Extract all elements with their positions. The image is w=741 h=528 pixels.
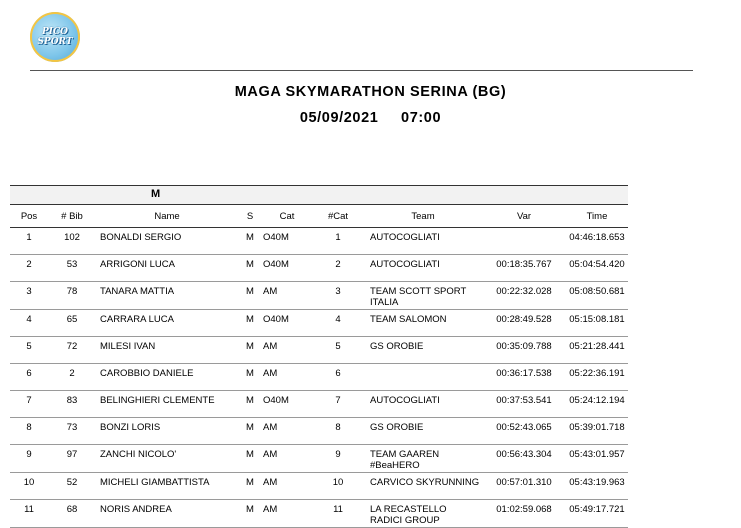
cell-name: BELINGHIERI CLEMENTE [100,395,215,406]
cell-sex: M [246,449,254,460]
cell-bib: 97 [66,449,78,460]
cell-time: 05:04:54.420 [569,259,625,270]
cell-bib: 2 [69,368,75,379]
cell-catpos: 9 [335,449,341,460]
table-row [10,418,628,445]
cell-time: 05:15:08.181 [569,314,625,325]
cell-catpos: 2 [335,259,341,270]
cell-time: 05:43:19.963 [569,477,625,488]
cell-cat: AM [263,504,278,515]
cell-name: CARRARA LUCA [100,314,174,325]
cell-name: MILESI IVAN [100,341,156,352]
group-label: M [151,188,161,200]
cell-name: TANARA MATTIA [100,286,175,297]
cell-bib: 83 [66,395,78,406]
cell-pos: 1 [26,232,32,243]
results-table [10,205,628,528]
cell-team: TEAM SCOTT SPORT ITALIA [370,286,467,308]
cell-bib: 65 [66,314,78,325]
cell-sex: M [246,286,254,297]
cell-time: 05:08:50.681 [569,286,625,297]
cell-bib: 78 [66,286,78,297]
cell-pos: 11 [24,504,34,515]
cell-time: 04:46:18.653 [569,232,625,243]
results-table-container [10,185,628,528]
cell-var: 00:36:17.538 [496,368,552,379]
table-row [10,391,628,418]
cell-team: GS OROBIE [370,422,424,433]
cell-pos: 3 [26,286,32,297]
table-row [10,337,628,364]
cell-team: TEAM SALOMON [370,314,447,325]
cell-name: ARRIGONI LUCA [100,259,175,270]
group-header-row [10,185,628,205]
col-header-sex: S [238,205,262,228]
cell-pos: 10 [23,477,35,488]
cell-time: 05:49:17.721 [569,504,625,515]
results-body [10,228,628,528]
cell-cat: AM [263,341,278,352]
cell-catpos: 5 [335,341,341,352]
cell-name: NORIS ANDREA [100,504,172,515]
cell-pos: 8 [26,422,32,433]
col-header-time: Time [566,205,628,228]
table-row [10,282,628,310]
header-divider [30,70,693,71]
cell-bib: 102 [64,232,80,243]
cell-sex: M [246,368,254,379]
table-row [10,364,628,391]
table-header-row [10,205,628,228]
cell-cat: O40M [263,259,289,270]
cell-team: TEAM GAAREN #BeaHERO [370,449,440,471]
cell-cat: O40M [263,314,289,325]
cell-sex: M [246,341,254,352]
cell-cat: AM [263,368,278,379]
cell-time: 05:24:12.194 [569,395,625,406]
cell-catpos: 8 [335,422,341,433]
col-header-pos: Pos [10,205,48,228]
cell-team: AUTOCOGLIATI [370,395,440,406]
table-row [10,445,628,473]
page-title: MAGA SKYMARATHON SERINA (BG) [234,84,507,100]
col-header-cat: Cat [262,205,312,228]
cell-cat: O40M [263,232,289,243]
cell-var: 00:57:01.310 [496,477,552,488]
cell-sex: M [246,314,254,325]
cell-time: 05:39:01.718 [569,422,625,433]
cell-sex: M [246,422,254,433]
cell-cat: AM [263,422,278,433]
cell-bib: 52 [66,477,78,488]
cell-name: ZANCHI NICOLO' [100,449,177,460]
cell-pos: 2 [26,259,32,270]
pico-sport-logo [30,12,80,62]
cell-var: 00:28:49.528 [496,314,552,325]
cell-pos: 5 [26,341,32,352]
cell-name: MICHELI GIAMBATTISTA [100,477,210,488]
col-header-var: Var [482,205,566,228]
cell-catpos: 3 [335,286,341,297]
table-row [10,500,628,528]
col-header-catpos: #Cat [312,205,364,228]
cell-name: BONZI LORIS [100,422,161,433]
cell-sex: M [246,504,254,515]
col-header-team: Team [364,205,482,228]
cell-catpos: 7 [335,395,341,406]
cell-cat: AM [263,286,278,297]
cell-team [364,364,482,391]
cell-cat: AM [263,449,278,460]
cell-cat: O40M [263,395,289,406]
cell-catpos: 6 [335,368,341,379]
cell-catpos: 10 [332,477,344,488]
cell-var: 00:18:35.767 [496,259,552,270]
cell-var: 00:35:09.788 [496,341,552,352]
table-row [10,255,628,282]
cell-team: AUTOCOGLIATI [370,259,440,270]
col-header-name: Name [96,205,238,228]
cell-time: 05:43:01.957 [569,449,625,460]
col-header-bib: # Bib [48,205,96,228]
cell-name: BONALDI SERGIO [100,232,182,243]
cell-var [482,228,566,255]
cell-catpos: 11 [333,504,343,515]
cell-time: 05:22:36.191 [569,368,625,379]
cell-sex: M [246,477,254,488]
cell-team: AUTOCOGLIATI [370,232,440,243]
cell-var: 00:37:53.541 [496,395,552,406]
cell-catpos: 4 [335,314,341,325]
cell-var: 01:02:59.068 [496,504,552,515]
cell-sex: M [246,395,254,406]
cell-bib: 68 [66,504,78,515]
cell-time: 05:21:28.441 [569,341,625,352]
cell-pos: 9 [26,449,32,460]
cell-bib: 72 [66,341,78,352]
cell-var: 00:56:43.304 [496,449,552,460]
cell-var: 00:52:43.065 [496,422,552,433]
cell-pos: 4 [26,314,32,325]
cell-pos: 7 [26,395,32,406]
cell-team: LA RECASTELLO RADICI GROUP [370,504,447,526]
table-row [10,473,628,500]
cell-bib: 53 [66,259,78,270]
cell-cat: AM [263,477,278,488]
cell-team: CARVICO SKYRUNNING [370,477,480,488]
cell-team: GS OROBIE [370,341,424,352]
logo-text-line2: SPORT [37,37,73,47]
cell-sex: M [246,259,254,270]
cell-name: CAROBBIO DANIELE [100,368,194,379]
cell-var: 00:22:32.028 [496,286,552,297]
cell-sex: M [246,232,254,243]
table-row [10,310,628,337]
cell-bib: 73 [66,422,78,433]
table-row [10,228,628,255]
event-date-time: 05/09/2021 07:00 [299,110,442,126]
logo-text-line1: PICO [42,27,68,37]
cell-pos: 6 [26,368,32,379]
cell-catpos: 1 [335,232,341,243]
